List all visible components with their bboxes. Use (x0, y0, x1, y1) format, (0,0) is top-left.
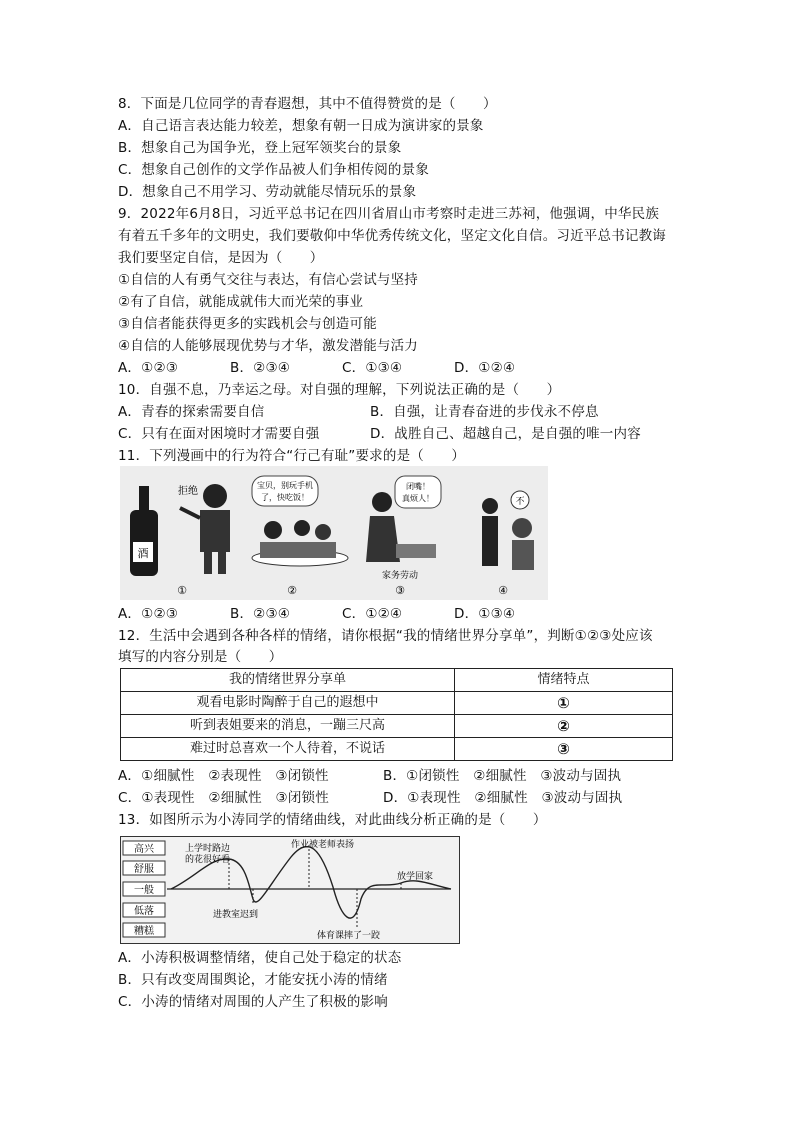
level-label-normal: 一般 (134, 885, 154, 896)
question-8-option-a: A．自己语言表达能力较差，想象有朝一日成为演讲家的景象 (118, 118, 484, 134)
comic-panel-4 (482, 491, 534, 597)
annotation-flowers-line-2: 的花很好看 (185, 855, 231, 865)
level-label-low: 低落 (134, 906, 154, 917)
emotion-curve-figure (120, 836, 460, 944)
panel-1-number: ① (177, 584, 187, 597)
question-12-stem-line-1: 12．生活中会遇到各种各样的情绪，请你根据“我的情绪世界分享单”，判断①②③处应该 (118, 628, 653, 644)
question-10-options-row-2 (118, 424, 678, 444)
emotion-share-table (120, 668, 673, 761)
question-10-options-row-1 (118, 402, 678, 422)
question-12-stem-line-2: 填写的内容分别是（ ） (118, 649, 283, 665)
question-12-option-b: B．①闭锁性 ②细腻性 ③波动与固执 (383, 768, 622, 784)
level-label-bad: 糟糕 (134, 926, 154, 937)
table-cell-situation: 观看电影时陶醉于自己的遐想中 (121, 692, 455, 715)
question-9-statement-1: ①自信的人有勇气交往与表达，有信心尝试与坚持 (118, 272, 419, 288)
question-9-stem-line-1: 9．2022年6月8日，习近平总书记在四川省眉山市考察时走进三苏祠，他强调，中华民族 (118, 206, 660, 222)
panel-3-caption: 家务劳动 (381, 571, 419, 581)
panel-3-speech-line-1: 闭嘴！ (406, 482, 430, 491)
question-11-options (118, 604, 566, 624)
question-11-option-c: C．①②④ (342, 606, 403, 622)
question-9-option-d: D．①②④ (454, 360, 516, 376)
bottle-label: 酒 (137, 547, 149, 560)
comic-strip-image (120, 466, 548, 600)
table-cell-feature: ① (455, 692, 673, 715)
question-10-stem: 10．自强不息，乃幸运之母。对自强的理解，下列说法正确的是（ ） (118, 382, 561, 398)
question-9-option-a: A．①②③ (118, 360, 179, 376)
question-12-options-row-2 (118, 788, 622, 808)
table-header-feature: 情绪特点 (455, 669, 673, 692)
annotation-home: 放学回家 (397, 872, 434, 882)
panel-4-number: ④ (498, 584, 508, 597)
level-label-high: 高兴 (134, 844, 154, 855)
table-cell-situation: 难过时总喜欢一个人待着，不说话 (121, 738, 455, 761)
panel-2-speech-line-2: 了，快吃饭！ (261, 493, 309, 502)
question-13-option-b: B．只有改变周围舆论，才能安抚小涛的情绪 (118, 972, 388, 988)
panel-3-number: ③ (395, 584, 405, 597)
question-8-stem: 8．下面是几位同学的青春遐想，其中不值得赞赏的是（ ） (118, 96, 497, 112)
question-8-option-d: D．想象自己不用学习、劳动就能尽情玩乐的景象 (118, 184, 417, 200)
question-12-option-c: C．①表现性 ②细腻性 ③闭锁性 (118, 790, 329, 806)
question-11-stem: 11．下列漫画中的行为符合“行己有耻”要求的是（ ） (118, 448, 466, 464)
panel-1-speech: 拒绝 (178, 486, 198, 497)
question-11-option-b: B．②③④ (230, 606, 291, 622)
question-9-option-b: B．②③④ (230, 360, 291, 376)
annotation-flowers-line-1: 上学时路边 (185, 844, 231, 854)
question-13-stem: 13．如图所示为小涛同学的情绪曲线，对此曲线分析正确的是（ ） (118, 812, 547, 828)
question-11-option-a: A．①②③ (118, 606, 179, 622)
table-cell-feature: ② (455, 715, 673, 738)
question-13-option-c: C．小涛的情绪对周围的人产生了积极的影响 (118, 994, 388, 1010)
question-10-option-d: D．战胜自己、超越自己，是自强的唯一内容 (370, 426, 641, 442)
emotion-level-labels (123, 841, 165, 937)
question-12-option-a: A．①细腻性 ②表现性 ③闭锁性 (118, 768, 329, 784)
table-header-row (121, 669, 673, 692)
level-label-comfortable: 舒服 (134, 864, 154, 875)
question-9-statement-2: ②有了自信，就能成就伟大而光荣的事业 (118, 294, 364, 310)
question-9-statement-4: ④自信的人能够展现优势与才华，激发潜能与活力 (118, 338, 419, 354)
question-9-statement-3: ③自信者能获得更多的实践机会与创造可能 (118, 316, 377, 332)
question-8-option-b: B．想象自己为国争光，登上冠军领奖台的景象 (118, 140, 402, 156)
table-cell-situation: 听到表姐要来的消息，一蹦三尺高 (121, 715, 455, 738)
question-9-stem-line-2: 有着五千多年的文明史，我们要敬仰中华优秀传统文化，坚定文化自信。习近平总书记教诲 (118, 228, 666, 244)
question-9-options (118, 358, 566, 378)
question-12-options-row-1 (118, 766, 621, 786)
question-8-option-c: C．想象自己创作的文学作品被人们争相传阅的景象 (118, 162, 430, 178)
table-row (121, 692, 673, 715)
table-row (121, 738, 673, 761)
question-12-option-d: D．①表现性 ②细腻性 ③波动与固执 (383, 790, 623, 806)
question-13-option-a: A．小涛积极调整情绪，使自己处于稳定的状态 (118, 950, 402, 966)
question-11-option-d: D．①③④ (454, 606, 516, 622)
annotation-fall: 体育课摔了一跤 (317, 931, 381, 941)
question-9-option-c: C．①③④ (342, 360, 403, 376)
annotation-late: 进教室迟到 (213, 910, 259, 920)
question-10-option-b: B．自强，让青春奋进的步伐永不停息 (370, 404, 599, 420)
annotation-praised: 作业被老师表扬 (291, 840, 355, 850)
table-row (121, 715, 673, 738)
panel-2-number: ② (287, 584, 297, 597)
question-10-option-c: C．只有在面对困境时才需要自强 (118, 426, 320, 442)
question-9-stem-line-3: 我们要坚定自信，是因为（ ） (118, 250, 324, 266)
comic-panel-1 (130, 484, 230, 597)
table-header-situation: 我的情绪世界分享单 (121, 669, 455, 692)
panel-4-speech: 不 (515, 497, 525, 507)
panel-3-speech-line-2: 真烦人！ (402, 494, 434, 503)
comic-panel-3 (366, 476, 441, 597)
comic-panel-2 (252, 476, 348, 597)
question-10-option-a: A．青春的探索需要自信 (118, 404, 265, 420)
table-cell-feature: ③ (455, 738, 673, 761)
panel-2-speech-line-1: 宝贝，别玩手机 (257, 481, 313, 490)
